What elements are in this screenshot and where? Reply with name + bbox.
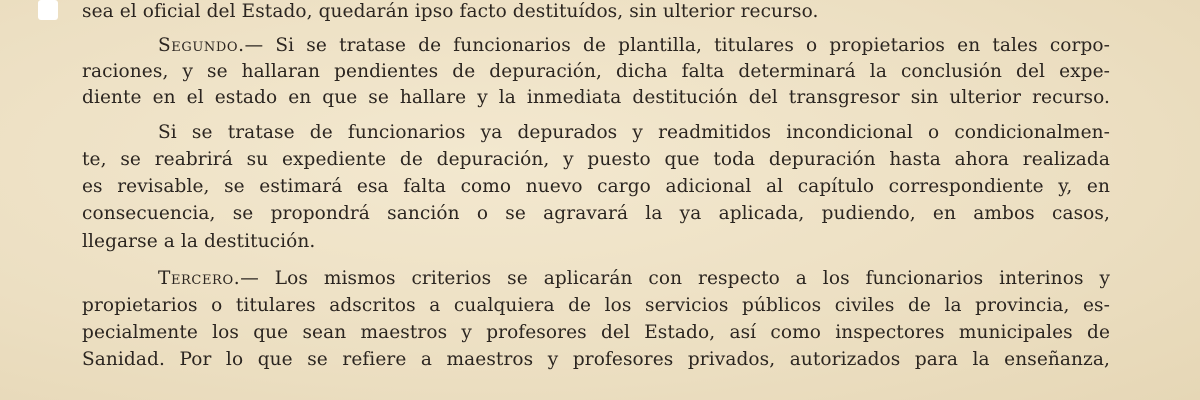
text-line-11: propietarios o titulares adscritos a cualquiera de los servicios públicos civiles de la provincia, es- [82, 295, 1110, 316]
text-line-2 [158, 33, 1110, 59]
paper-blemish [38, 0, 58, 20]
text-line-1: sea el oficial del Estado, quedarán ipso facto destituídos, sin ulterior recurso. [82, 1, 819, 22]
text-line-2-body: — Si se tratase de funcionarios de plantilla, titulares o propietarios en tales corpo- [244, 35, 1110, 56]
section-heading-segundo: Segundo. [158, 35, 245, 56]
text-line-7: es revisable, se estimará esa falta como nuevo cargo adicional al capítulo correspondiente y, en [82, 176, 1110, 197]
text-line-8: consecuencia, se propondrá sanción o se agravará la ya aplicada, pudiendo, en ambos casos, [82, 203, 1110, 224]
text-line-13: Sanidad. Por lo que se refiere a maestros y profesores privados, autorizados para la enseñanza, [82, 349, 1110, 370]
text-line-12: pecialmente los que sean maestros y profesores del Estado, así como inspectores municipales de [82, 322, 1110, 343]
text-line-10-body: — Los mismos criterios se aplicarán con respecto a los funcionarios interinos y [240, 268, 1110, 289]
text-line-3: raciones, y se hallaran pendientes de depuración, dicha falta determinará la conclusión del expe- [82, 61, 1110, 82]
section-heading-tercero: Tercero. [158, 268, 241, 289]
text-line-5: Si se tratase de funcionarios ya depurados y readmitidos incondicional o condicionalmen- [158, 122, 1110, 143]
text-line-9: llegarse a la destitución. [82, 231, 316, 252]
text-line-4: diente en el estado en que se hallare y la inmediata destitución del transgresor sin ulterior recurso. [82, 87, 1110, 108]
text-line-6: te, se reabrirá su expediente de depuración, y puesto que toda depuración hasta ahora realizada [82, 149, 1110, 170]
text-line-10 [158, 266, 1110, 292]
